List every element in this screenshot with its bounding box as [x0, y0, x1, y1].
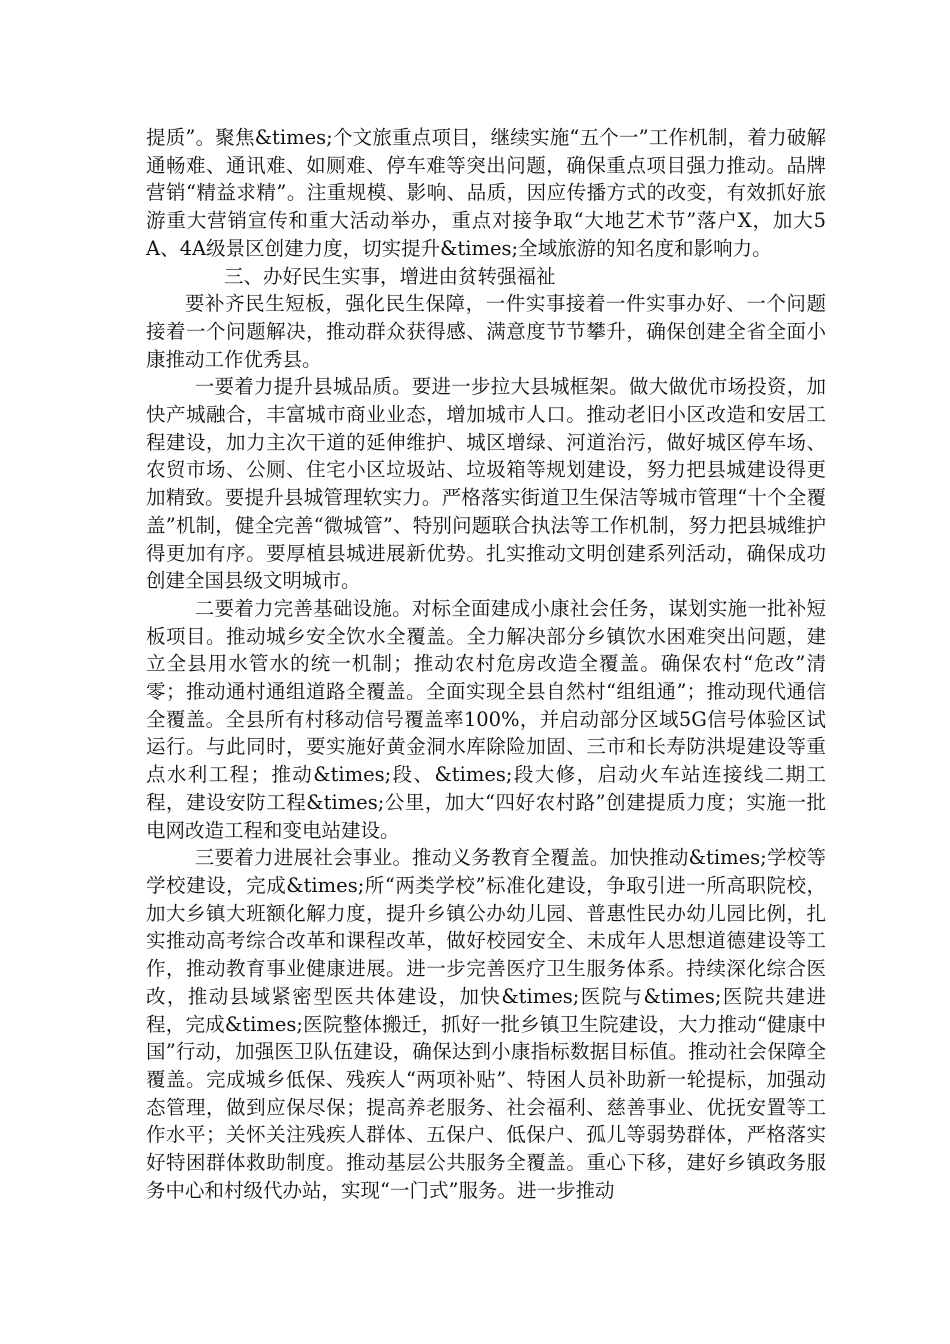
body-paragraph-county-quality: 一要着力提升县城品质。要进一步拉大县城框架。做大做优市场投资，加快产城融合，丰富城市商业业态，增加城市人口。推动老旧小区改造和安居工程建设，加力主次干道的延伸维护、城区增绿、河道治污，做好城区停车场、农贸市场、公厕、住宅小区垃圾站、垃圾箱等规划建设，努力把县城建设得更加精致。要提升县城管理软实力。严格落实街道卫生保洁等城市管理“十个全覆盖”机制，健全完善“微城管”、特别问题联合执法等工作机制，努力把县城维护得更加有序。要厚植县城进展新优势。扎实推动文明创建系列活动，确保成功创建全国县级文明城市。: [146, 375, 826, 593]
body-paragraph-social-affairs: 三要着力进展社会事业。推动义务教育全覆盖。加快推动&times;学校等学校建设，完成&times;所“两类学校”标准化建设，争取引进一所高职院校，加大乡镇大班额化解力度，提升乡镇公办幼儿园、普惠性民办幼儿园比例，扎实推动高考综合改革和课程改革，做好校园安全、未成年人思想道德建设等工作，推动教育事业健康进展。进一步完善医疗卫生服务体系。持续深化综合医改，推动县域紧密型医共体建设，加快&times;医院与&times;医院共建进程，完成&times;医院整体搬迁，抓好一批乡镇卫生院建设，大力推动“健康中国”行动，加强医卫队伍建设，确保达到小康指标数据目标值。推动社会保障全覆盖。完成城乡低保、残疾人“两项补贴”、特困人员补助新一轮提标，加强动态管理，做到应保尽保；提高养老服务、社会福利、慈善事业、优抚安置等工作水平；关怀关注残疾人群体、五保户、低保户、孤儿等弱势群体，严格落实好特困群体救助制度。推动基层公共服务全覆盖。重心下移，建好乡镇政务服务中心和村级代办站，实现“一门式”服务。进一步推动: [146, 846, 826, 1202]
body-paragraph-continued: 提质”。聚焦&times;个文旅重点项目，继续实施“五个一”工作机制，着力破解通畅难、通讯难、如厕难、停车难等突出问题，确保重点项目强力推动。品牌营销“精益求精”。注重规模、影响、品质，因应传播方式的改变，有效抓好旅游重大营销宣传和重大活动举办，重点对接争取“大地艺术节”落户X，加大5A、4A级景区创建力度，切实提升&times;全域旅游的知名度和影响力。: [146, 126, 826, 260]
section-heading-3: 三、办好民生实事，增进由贫转强福祉: [224, 264, 556, 288]
body-paragraph-intro: 要补齐民生短板，强化民生保障，一件实事接着一件实事办好、一个问题接着一个问题解决，推动群众获得感、满意度节节攀升，确保创建全省全面小康推动工作优秀县。: [146, 292, 826, 371]
document-page: [146, 124, 826, 1204]
body-paragraph-infrastructure: 二要着力完善基础设施。对标全面建成小康社会任务，谋划实施一批补短板项目。推动城乡安全饮水全覆盖。全力解决部分乡镇饮水困难突出问题，建立全县用水管水的统一机制；推动农村危房改造全覆盖。确保农村“危改”清零；推动通村通组道路全覆盖。全面实现全县自然村“组组通”；推动现代通信全覆盖。全县所有村移动信号覆盖率100%，并启动部分区域5G信号体验区试运行。与此同时，要实施好黄金洞水库除险加固、三市和长寿防洪堤建设等重点水利工程；推动&times;段、&times;段大修，启动火车站连接线二期工程，建设安防工程&times;公里，加大“四好农村路”创建提质力度；实施一批电网改造工程和变电站建设。: [146, 596, 826, 842]
